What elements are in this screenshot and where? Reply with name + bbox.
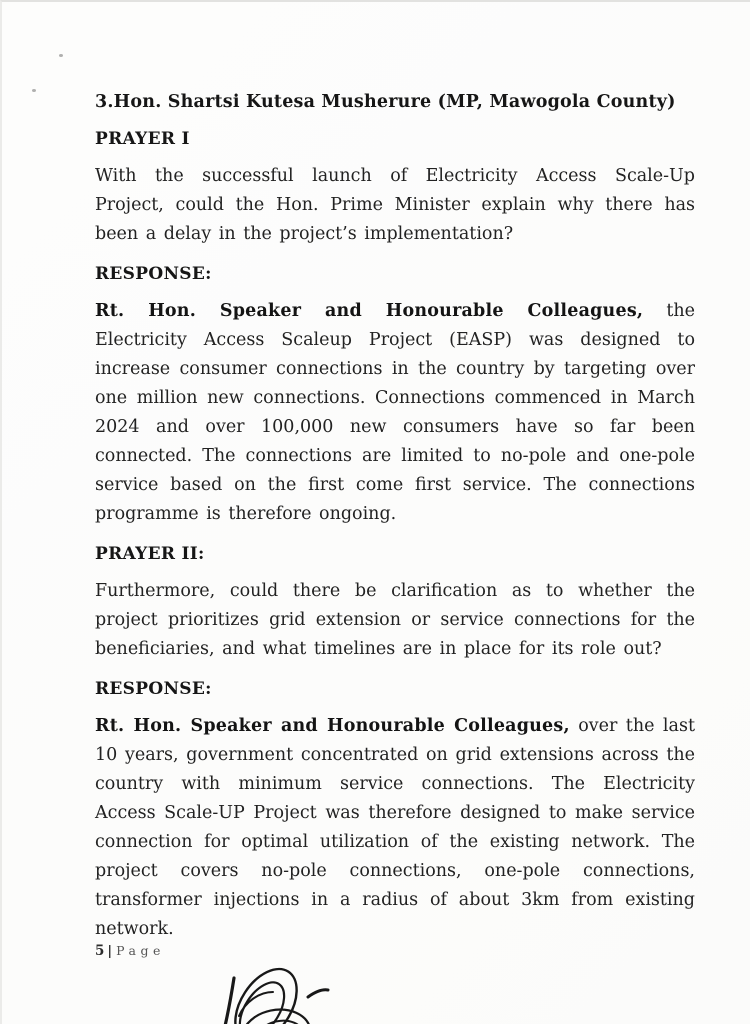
signature-scribble-icon (187, 952, 347, 1024)
footer-separator: | (107, 944, 113, 959)
response2-paragraph (95, 712, 695, 944)
page-number: 5 (95, 943, 105, 959)
response1-paragraph (95, 297, 695, 529)
response1-label: RESPONSE: (95, 264, 212, 284)
prayer1-label: PRAYER I (95, 129, 190, 149)
response2-label: RESPONSE: (95, 679, 212, 699)
response1-salutation: Rt. Hon. Speaker and Honourable Colleagues, (95, 301, 644, 321)
scan-speck (32, 89, 36, 92)
footer-page-label: Page (116, 943, 165, 958)
response2-text: over the last 10 years, government concentrated on grid extensions across the country with minimum service connections. The Electricity Access Scale-UP Project was therefore designed to make service connection for optimal utilization of the existing network. The project covers no-pole connections, one-pole connections, transformer injections in a radius of about 3km from existing network. (95, 716, 695, 939)
response2-salutation: Rt. Hon. Speaker and Honourable Colleagues, (95, 716, 570, 736)
page-footer (95, 943, 165, 959)
document-body (95, 92, 695, 1024)
prayer1-paragraph: With the successful launch of Electricity Access Scale-Up Project, could the Hon. Prime Minister explain why there has been a delay in the project’s implementation? (95, 166, 695, 244)
response1-text: the Electricity Access Scaleup Project (EASP) was designed to increase consumer connections in the country by targeting over one million new connections. Connections commenced in March 2024 and over 100,000 new consumers have so far been connected. The connections are limited to no-pole and one-pole service based on the first come first service. The connections programme is therefore ongoing. (95, 301, 695, 524)
prayer2-paragraph: Furthermore, could there be clarification as to whether the project prioritizes grid extension or service connections for the beneficiaries, and what timelines are in place for its role out? (95, 581, 695, 659)
member-heading: 3.Hon. Shartsi Kutesa Musherure (MP, Mawogola County) (95, 92, 676, 112)
prayer2-label: PRAYER II: (95, 544, 205, 564)
scan-speck (59, 54, 63, 57)
